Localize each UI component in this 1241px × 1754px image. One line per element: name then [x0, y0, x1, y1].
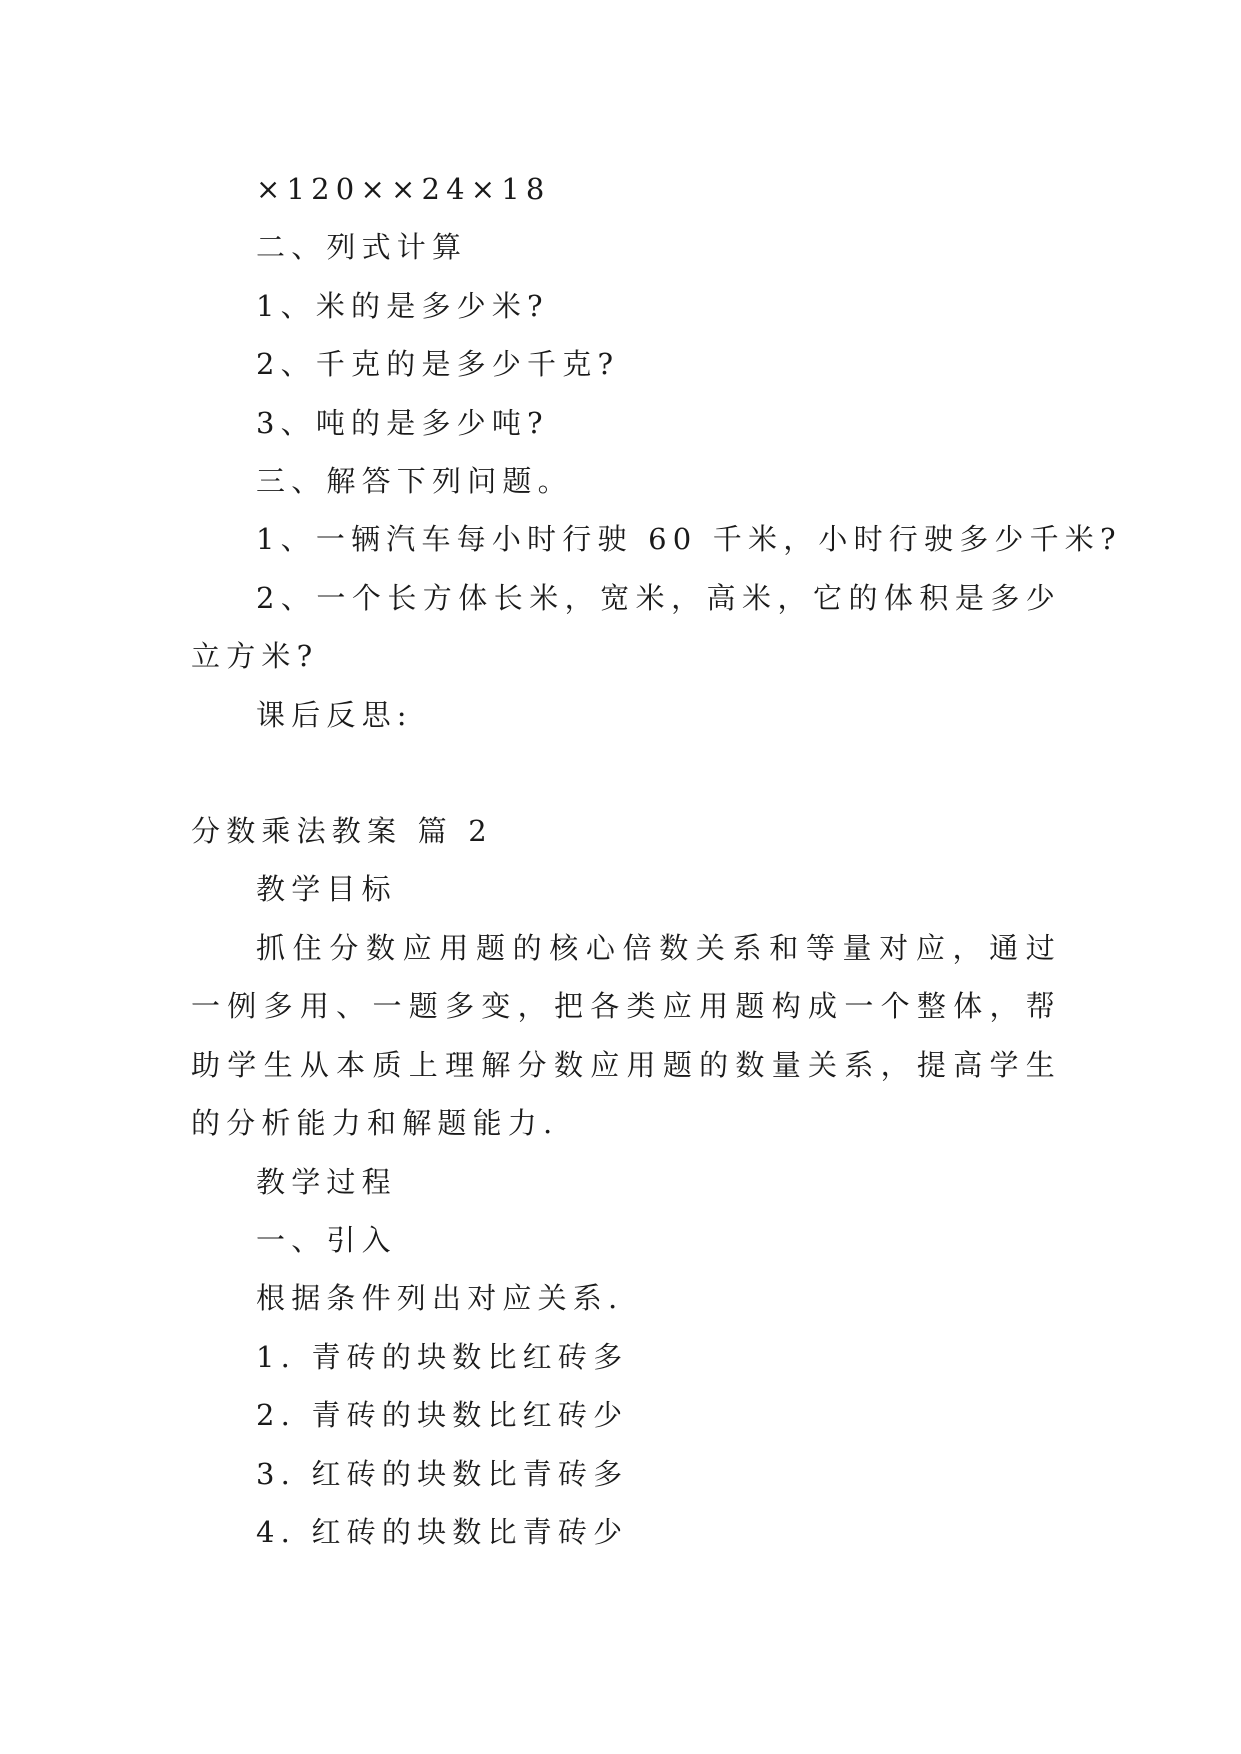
list-item: 2. 青砖的块数比红砖少: [256, 1398, 629, 1433]
intro-text: 根据条件列出对应关系.: [256, 1281, 624, 1316]
goal-title: 教学目标: [256, 872, 397, 907]
list-item: 1. 青砖的块数比红砖多: [256, 1339, 629, 1374]
list-item: 3、吨的是多少吨?: [256, 405, 549, 440]
process-title: 教学过程: [256, 1164, 397, 1199]
formula-line: ×120××24×18: [256, 172, 551, 206]
list-item: 1、米的是多少米?: [256, 288, 549, 323]
section-title-calculation: 二、列式计算: [256, 230, 468, 265]
intro-title: 一、引入: [256, 1222, 397, 1257]
list-item: 2、千克的是多少千克?: [256, 347, 620, 382]
question-2: 2、一个长方体长米，宽米，高米，它的体积是多少立方米?: [191, 580, 1061, 674]
section-gap: [191, 744, 1061, 802]
reflection-label: 课后反思:: [256, 697, 413, 732]
question-1: 1、一辆汽车每小时行驶 60 千米，小时行驶多少千米?: [256, 522, 1122, 557]
list-item: 3. 红砖的块数比青砖多: [256, 1456, 629, 1491]
goal-paragraph: 抓住分数应用题的核心倍数关系和等量对应，通过一例多用、一题多变，把各类应用题构成一个整体，帮助学生从本质上理解分数应用题的数量关系，提高学生的分析能力和解题能力.: [191, 930, 1061, 1141]
list-item: 4. 红砖的块数比青砖少: [256, 1514, 629, 1549]
document-body: [191, 160, 1122, 1561]
lesson-heading: 分数乘法教案 篇 2: [191, 814, 493, 849]
section-title-questions: 三、解答下列问题。: [256, 464, 573, 499]
